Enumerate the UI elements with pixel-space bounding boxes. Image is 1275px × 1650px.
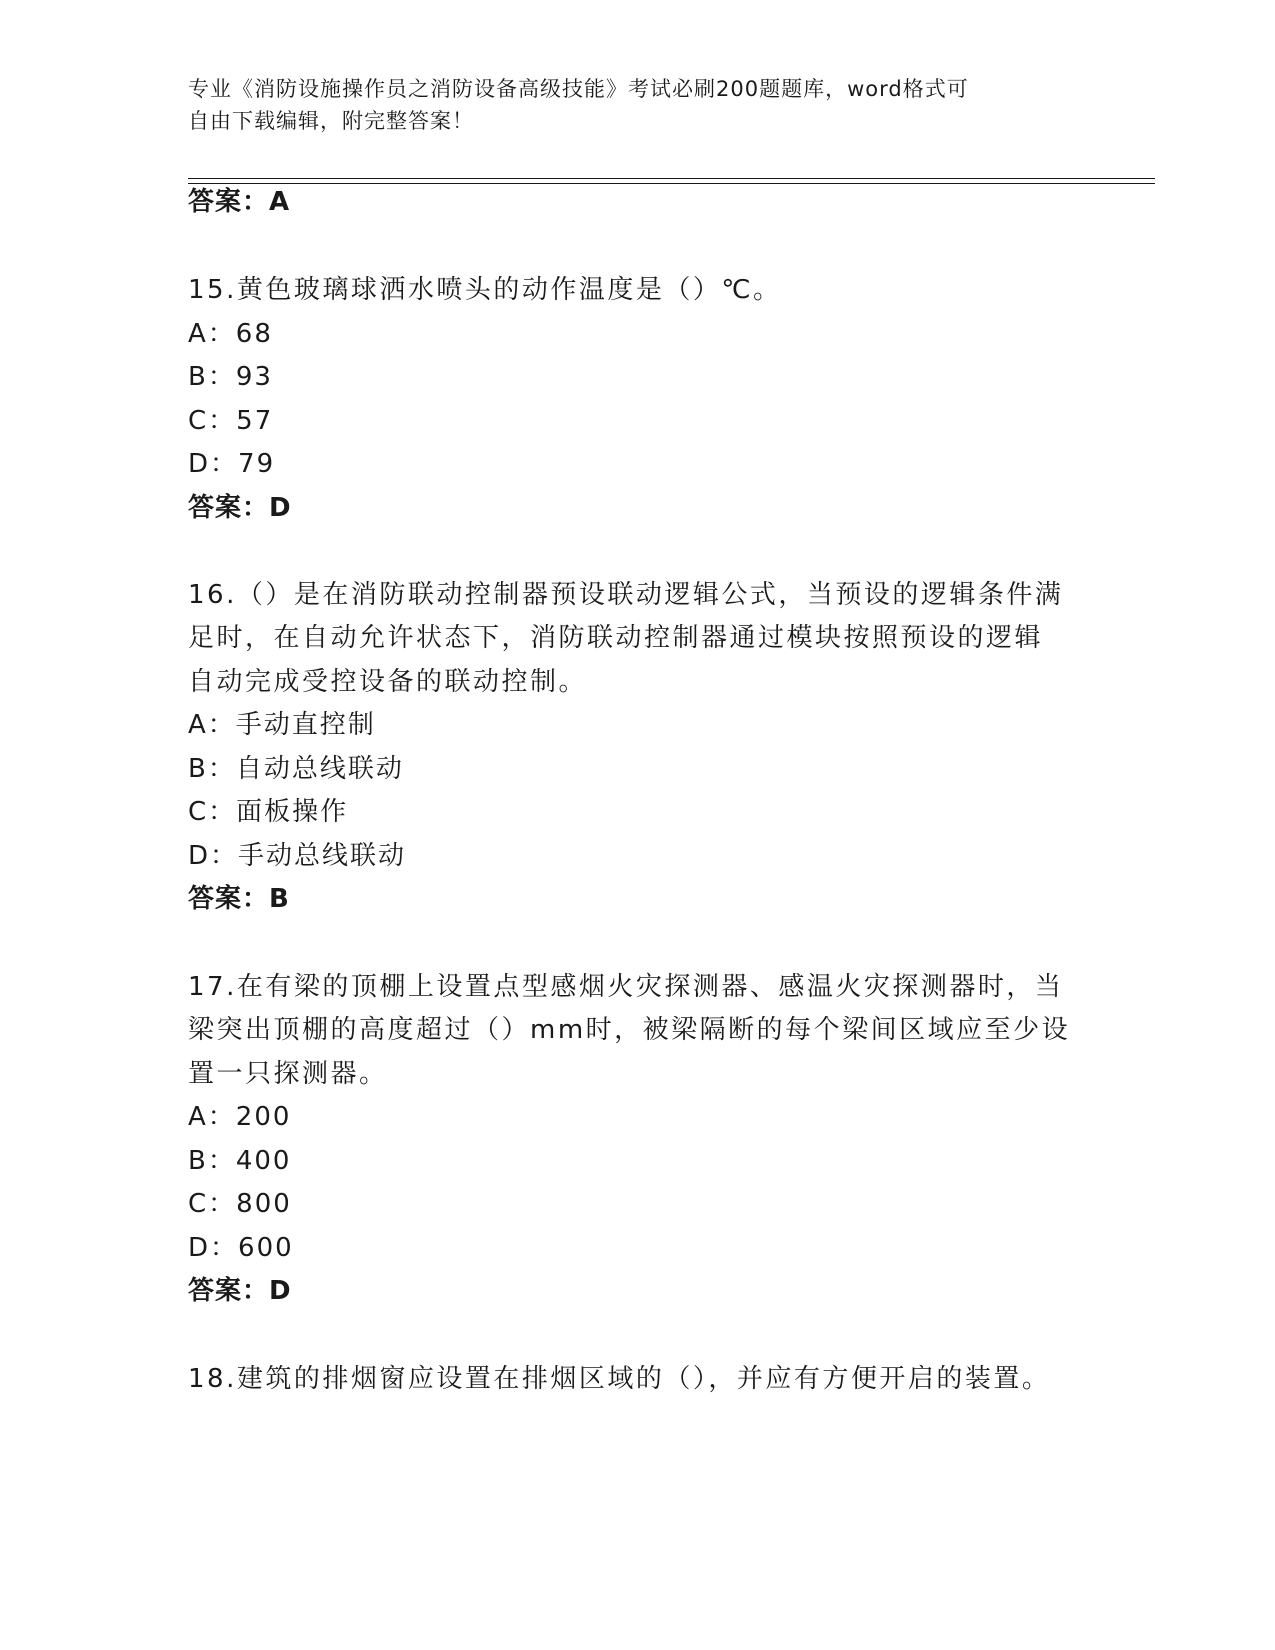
question-18-stem: 18.建筑的排烟窗应设置在排烟区域的（），并应有方便开启的装置。	[188, 1364, 1051, 1394]
question-17-answer: 答案：D	[188, 1276, 292, 1306]
question-17-stem-line-2: 梁突出顶棚的高度超过（）mm时，被梁隔断的每个梁间区域应至少设	[188, 1015, 1071, 1045]
header-divider-bottom	[188, 183, 1155, 184]
question-16-option-a: A：手动直控制	[188, 710, 376, 740]
question-17-option-b: B：400	[188, 1146, 292, 1176]
question-15-option-c: C：57	[188, 406, 274, 436]
question-17-option-d: D：600	[188, 1233, 294, 1263]
question-16-option-b: B：自动总线联动	[188, 754, 404, 784]
header-line-2: 自由下载编辑，附完整答案！	[188, 109, 474, 133]
question-17-option-c: C：800	[188, 1189, 292, 1219]
header-line-1: 专业《消防设施操作员之消防设备高级技能》考试必刷200题题库，word格式可	[188, 77, 969, 101]
question-16-option-c: C：面板操作	[188, 797, 349, 827]
document-header	[188, 73, 1088, 137]
question-17-option-a: A：200	[188, 1102, 292, 1132]
question-17-stem-line-1: 17.在有梁的顶棚上设置点型感烟火灾探测器、感温火灾探测器时，当	[188, 972, 1064, 1002]
question-15-stem: 15.黄色玻璃球洒水喷头的动作温度是（）℃。	[188, 275, 782, 305]
question-16-stem-line-1: 16.（）是在消防联动控制器预设联动逻辑公式，当预设的逻辑条件满	[188, 580, 1064, 610]
question-16-option-d: D：手动总线联动	[188, 841, 407, 871]
header-divider-top	[188, 178, 1155, 179]
question-16-stem-line-3: 自动完成受控设备的联动控制。	[188, 667, 588, 697]
question-16-stem-line-2: 足时，在自动允许状态下，消防联动控制器通过模块按照预设的逻辑	[188, 623, 1044, 653]
question-16-answer: 答案：B	[188, 884, 290, 914]
question-17-stem-line-3: 置一只探测器。	[188, 1059, 388, 1089]
question-15-option-a: A：68	[188, 319, 273, 349]
question-15-answer: 答案：D	[188, 493, 292, 523]
question-15-option-d: D：79	[188, 449, 276, 479]
question-15-option-b: B：93	[188, 362, 273, 392]
previous-answer: 答案：A	[188, 187, 291, 217]
